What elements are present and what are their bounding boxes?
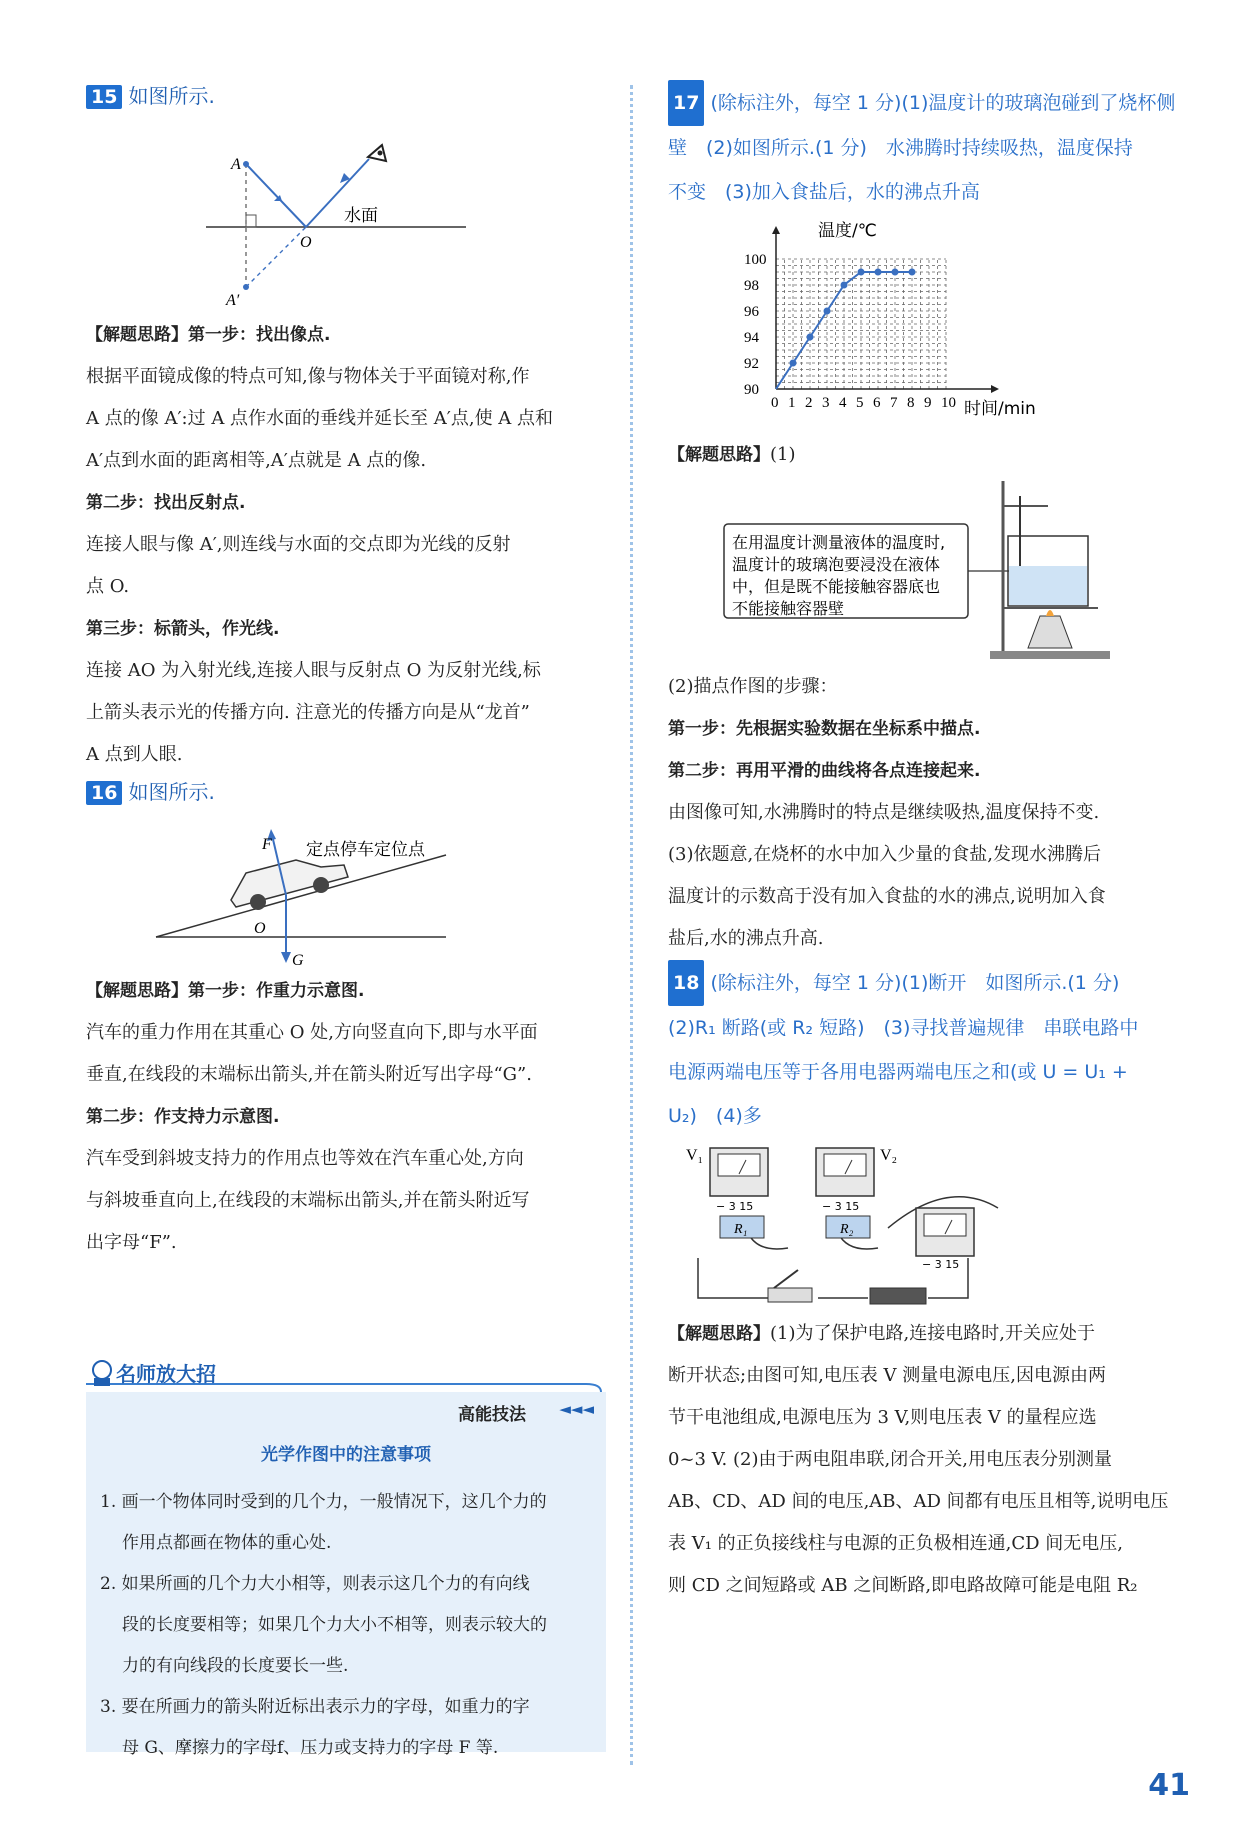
q18-p1e: AB、CD、AD 间的电压,AB、AD 间都有电压且相等,说明电压 bbox=[668, 1491, 1169, 1512]
q18-answer bbox=[668, 960, 1188, 1006]
q15-label-O: O bbox=[300, 234, 312, 251]
tips-item: 作用点都画在物体的重心处. bbox=[122, 1533, 332, 1553]
chart-x-tick: 2 bbox=[805, 395, 813, 411]
chart-point bbox=[909, 269, 916, 276]
chart-x-tick: 6 bbox=[873, 395, 881, 411]
q18-circuit-diagram bbox=[668, 1138, 1188, 1313]
q16-p2a: 汽车受到斜坡支持力的作用点也等效在汽车重心处,方向 bbox=[86, 1148, 524, 1169]
q16-p1a: 汽车的重力作用在其重心 O 处,方向竖直向下,即与水平面 bbox=[86, 1022, 538, 1043]
q18-scale-v1: − 3 15 bbox=[716, 1200, 754, 1213]
switch-icon bbox=[768, 1270, 812, 1302]
q18-label-v1: V₁ bbox=[686, 1147, 704, 1164]
tips-subtitle: 光学作图中的注意事项 bbox=[261, 1445, 431, 1465]
q17-line3: 不变 (3)加入食盐后，水的沸点升高 bbox=[668, 181, 980, 203]
chart-ylabel: 温度/℃ bbox=[818, 221, 877, 241]
chart-y-tick: 94 bbox=[744, 330, 759, 346]
q18-number: 18 bbox=[668, 960, 704, 1006]
q17-part1: (1) bbox=[770, 444, 796, 465]
q17-line2: 壁 (2)如图所示.(1 分) 水沸腾时持续吸热，温度保持 bbox=[668, 137, 1133, 159]
q18-p1b: 断开状态;由图可知,电压表 V 测量电源电压,因电源由两 bbox=[668, 1365, 1106, 1386]
q18-label-r2: R₂ bbox=[840, 1222, 854, 1237]
chart-point bbox=[892, 269, 899, 276]
q16-label-F: F bbox=[262, 836, 272, 853]
chart-point bbox=[841, 282, 848, 289]
chart-point bbox=[790, 360, 797, 367]
chart-y-axis-arrow bbox=[772, 226, 780, 234]
chart-y-tick: 90 bbox=[744, 382, 759, 398]
q16-number: 16 bbox=[86, 781, 122, 805]
q17-p4c: 盐后,水的沸点升高. bbox=[668, 928, 824, 949]
chart-point bbox=[875, 269, 882, 276]
q17-answer bbox=[668, 80, 1188, 126]
q18-p1f: 表 V₁ 的正负接线柱与电源的正负极相连通,CD 间无电压, bbox=[668, 1533, 1124, 1554]
q17-beaker-diagram bbox=[668, 476, 1188, 666]
chart-point bbox=[824, 308, 831, 315]
q18-line3: 电源两端电压等于各用电器两端电压之和(或 U = U₁ + bbox=[668, 1061, 1128, 1083]
chart-x-tick: 5 bbox=[856, 395, 864, 411]
q15-step2: 第二步：找出反射点. bbox=[86, 493, 246, 513]
chart-x-tick: 7 bbox=[890, 395, 898, 411]
chart-x-axis-arrow bbox=[991, 385, 999, 393]
q18-label-r1: R₁ bbox=[734, 1222, 748, 1237]
q16-p2c: 出字母“F”. bbox=[86, 1232, 177, 1253]
page-number: 41 bbox=[1148, 1768, 1190, 1803]
q18-scale-v2: − 3 15 bbox=[822, 1200, 860, 1213]
q16-p2b: 与斜坡垂直向上,在线段的末端标出箭头,并在箭头附近写 bbox=[86, 1190, 530, 1211]
q16-slope-car-diagram bbox=[86, 805, 606, 970]
chart-x-tick: 3 bbox=[822, 395, 830, 411]
tips-item: 母 G、摩擦力的字母f、压力或支持力的字母 F 等. bbox=[122, 1738, 499, 1758]
right-column bbox=[668, 80, 1188, 1607]
chart-x-tick: 8 bbox=[907, 395, 915, 411]
q15-label-A: A bbox=[231, 156, 241, 173]
q18-line1: (除标注外，每空 1 分)(1)断开 如图所示.(1 分) bbox=[710, 972, 1120, 994]
q16-tag: 【解题思路】 bbox=[86, 981, 188, 1001]
tips-arrows-icon: ◄◄◄ bbox=[559, 1400, 594, 1418]
q16-label-point: 定点停车定位点 bbox=[306, 840, 425, 860]
chart-x-tick: 10 bbox=[941, 395, 956, 411]
q15-p3b: 上箭头表示光的传播方向. 注意光的传播方向是从“龙首” bbox=[86, 702, 530, 723]
q18-p1g: 则 CD 之间短路或 AB 之间断路,即电路故障可能是电阻 R₂ bbox=[668, 1575, 1138, 1596]
q17-p3: 由图像可知,水沸腾时的特点是继续吸热,温度保持不变. bbox=[668, 802, 1100, 823]
q15-p3c: A 点到人眼. bbox=[86, 744, 183, 765]
q15-header bbox=[86, 80, 606, 109]
chart-y-tick: 98 bbox=[744, 278, 759, 294]
left-column bbox=[86, 80, 606, 1264]
q16-step2: 第二步：作支持力示意图. bbox=[86, 1107, 280, 1127]
chart-point bbox=[858, 269, 865, 276]
car-icon bbox=[231, 860, 348, 910]
q17-temperature-chart bbox=[668, 214, 1188, 434]
q18-tag: 【解题思路】 bbox=[668, 1324, 770, 1344]
q17-callout-2: 温度计的玻璃泡要浸没在液体 bbox=[732, 555, 941, 574]
q15-p2a: 连接人眼与像 A′,则连线与水面的交点即为光线的反射 bbox=[86, 534, 511, 555]
q15-p3a: 连接 AO 为入射光线,连接人眼与反射点 O 为反射光线,标 bbox=[86, 660, 541, 681]
q18-label-v2: V₂ bbox=[880, 1147, 898, 1164]
q18-line4: U₂) (4)多 bbox=[668, 1105, 762, 1127]
q17-p2: (2)描点作图的步骤： bbox=[668, 676, 838, 697]
q18-p1d: 0~3 V. (2)由于两电阻串联,闭合开关,用电压表分别测量 bbox=[668, 1449, 1112, 1470]
chart-y-tick: 100 bbox=[744, 252, 767, 268]
q17-tag: 【解题思路】 bbox=[668, 445, 770, 465]
q15-p2b: 点 O. bbox=[86, 576, 130, 597]
q17-callout-3: 中，但是既不能接触容器底也 bbox=[732, 577, 941, 596]
q16-head: 如图所示. bbox=[128, 780, 215, 804]
beaker-stand-icon bbox=[990, 481, 1110, 659]
q15-p1c: A′点到水面的距离相等,A′点就是 A 点的像. bbox=[86, 450, 427, 471]
chart-x-tick: 9 bbox=[924, 395, 932, 411]
q18-line2: (2)R₁ 断路(或 R₂ 短路) (3)寻找普遍规律 串联电路中 bbox=[668, 1017, 1139, 1039]
q17-s2: 第二步：再用平滑的曲线将各点连接起来. bbox=[668, 761, 981, 781]
q15-number: 15 bbox=[86, 85, 122, 109]
tips-tech-label: 高能技法 bbox=[458, 1405, 526, 1425]
tips-item: 力的有向线段的长度要长一些. bbox=[122, 1656, 349, 1676]
q15-step1: 第一步：找出像点. bbox=[188, 325, 331, 345]
tips-item: 3. 要在所画力的箭头附近标出表示力的字母，如重力的字 bbox=[100, 1697, 530, 1717]
q16-header bbox=[86, 776, 606, 805]
q15-head: 如图所示. bbox=[128, 84, 215, 108]
q15-tag: 【解题思路】 bbox=[86, 325, 188, 345]
voltmeter-v2-icon bbox=[816, 1148, 874, 1196]
q18-p1c: 节干电池组成,电源电压为 3 V,则电压表 V 的量程应选 bbox=[668, 1407, 1097, 1428]
q17-line1: (除标注外，每空 1 分)(1)温度计的玻璃泡碰到了烧杯侧 bbox=[710, 92, 1176, 114]
q17-s1: 第一步：先根据实验数据在坐标系中描点. bbox=[668, 719, 981, 739]
q17-callout-4: 不能接触容器壁 bbox=[732, 599, 845, 618]
battery-icon bbox=[870, 1288, 926, 1304]
chart-x-tick: 0 bbox=[771, 395, 779, 411]
chart-point bbox=[807, 334, 814, 341]
chart-xlabel: 时间/min bbox=[964, 399, 1036, 419]
tips-list bbox=[100, 1482, 592, 1769]
q15-p1b: A 点的像 A′:过 A 点作水面的垂线并延长至 A′点,使 A 点和 bbox=[86, 408, 554, 429]
chart-y-tick: 92 bbox=[744, 356, 759, 372]
voltmeter-v-icon bbox=[916, 1208, 974, 1256]
q18-p1a: (1)为了保护电路,连接电路时,开关应处于 bbox=[770, 1323, 1095, 1344]
q17-number: 17 bbox=[668, 80, 704, 126]
tips-item: 段的长度要相等；如果几个力大小不相等，则表示较大的 bbox=[122, 1615, 547, 1635]
q15-p1a: 根据平面镜成像的特点可知,像与物体关于平面镜对称,作 bbox=[86, 366, 530, 387]
q16-label-O: O bbox=[254, 920, 266, 937]
column-divider bbox=[630, 85, 633, 1765]
q16-label-G: G bbox=[292, 952, 304, 969]
chart-x-tick: 4 bbox=[839, 395, 847, 411]
q18-scale-v: − 3 15 bbox=[922, 1258, 960, 1271]
q17-p4b: 温度计的示数高于没有加入食盐的水的沸点,说明加入食 bbox=[668, 886, 1106, 907]
voltmeter-v1-icon bbox=[710, 1148, 768, 1196]
tips-title: 名师放大招 bbox=[116, 1362, 216, 1386]
tips-box bbox=[86, 1352, 606, 1758]
q15-label-A-prime: A′ bbox=[226, 292, 240, 309]
q16-step1: 第一步：作重力示意图. bbox=[188, 981, 365, 1001]
eye-icon bbox=[368, 145, 386, 161]
q16-p1b: 垂直,在线段的末端标出箭头,并在箭头附近写出字母“G”. bbox=[86, 1064, 532, 1085]
q15-reflection-diagram bbox=[86, 109, 606, 314]
tips-item: 1. 画一个物体同时受到的几个力，一般情况下，这几个力的 bbox=[100, 1492, 547, 1512]
chart-x-tick: 1 bbox=[788, 395, 796, 411]
q17-callout-1: 在用温度计测量液体的温度时, bbox=[732, 533, 946, 552]
q17-p4a: (3)依题意,在烧杯的水中加入少量的食盐,发现水沸腾后 bbox=[668, 844, 1101, 865]
chart-y-tick: 96 bbox=[744, 304, 759, 320]
q15-step3: 第三步：标箭头，作光线. bbox=[86, 619, 280, 639]
tips-item: 2. 如果所画的几个力大小相等，则表示这几个力的有向线 bbox=[100, 1574, 530, 1594]
q15-label-water: 水面 bbox=[344, 206, 378, 226]
